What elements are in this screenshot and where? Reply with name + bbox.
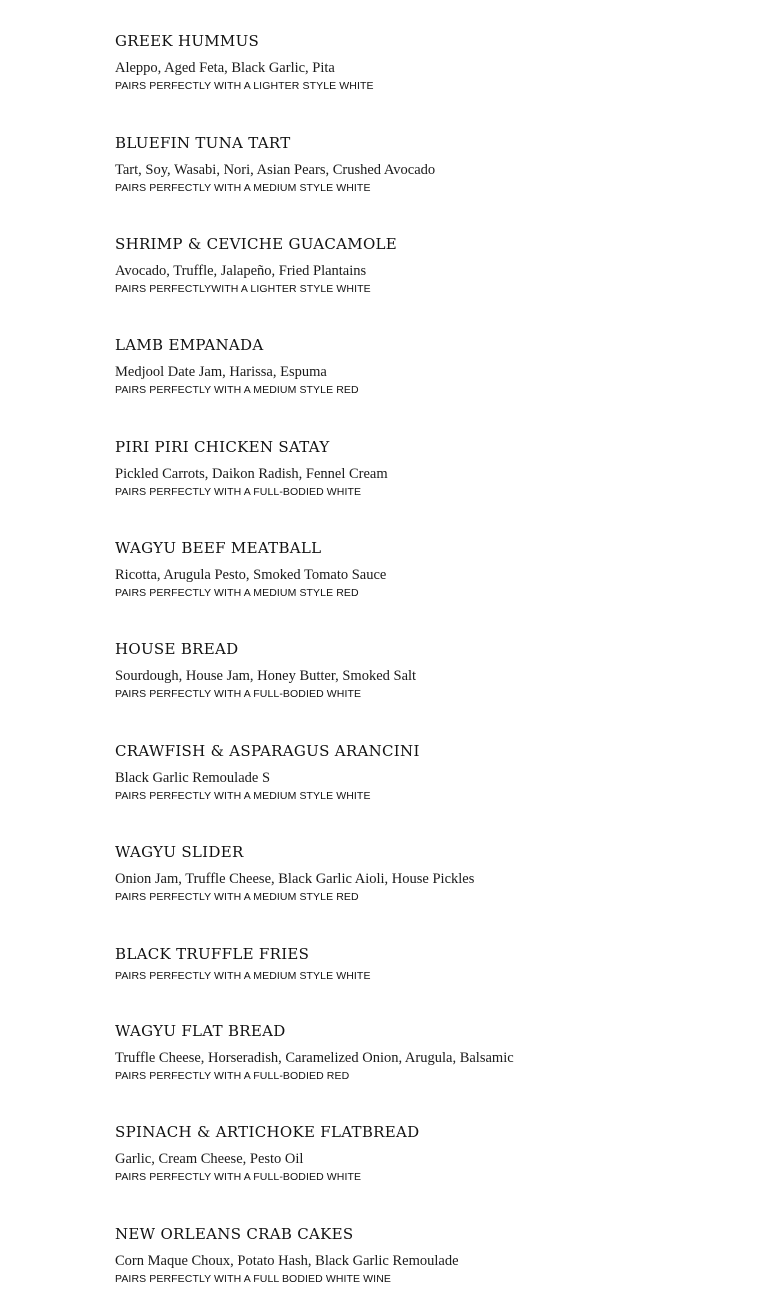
item-pairing: PAIRS PERFECTLY WITH A MEDIUM STYLE WHITE — [115, 790, 371, 802]
item-name: HOUSE BREAD — [115, 640, 239, 658]
item-name: WAGYU SLIDER — [115, 843, 244, 861]
item-pairing: PAIRS PERFECTLY WITH A MEDIUM STYLE RED — [115, 384, 359, 396]
item-pairing: PAIRS PERFECTLY WITH A FULL BODIED WHITE WINE — [115, 1273, 391, 1285]
item-name: GREEK HUMMUS — [115, 32, 260, 50]
item-description: Onion Jam, Truffle Cheese, Black Garlic Aioli, House Pickles — [115, 871, 475, 887]
item-pairing: PAIRS PERFECTLY WITH A FULL-BODIED WHITE — [115, 1171, 362, 1183]
item-name: WAGYU FLAT BREAD — [115, 1022, 286, 1040]
item-pairing: PAIRS PERFECTLY WITH A MEDIUM STYLE WHITE — [115, 970, 371, 982]
item-description: Tart, Soy, Wasabi, Nori, Asian Pears, Crushed Avocado — [115, 162, 436, 178]
item-name: CRAWFISH & ASPARAGUS ARANCINI — [115, 742, 420, 760]
item-name: PIRI PIRI CHICKEN SATAY — [115, 438, 330, 456]
item-pairing: PAIRS PERFECTLY WITH A FULL-BODIED WHITE — [115, 486, 362, 498]
item-description: Avocado, Truffle, Jalapeño, Fried Plantains — [115, 263, 367, 279]
item-pairing: PAIRS PERFECTLY WITH A MEDIUM STYLE WHITE — [115, 182, 371, 194]
item-name: WAGYU BEEF MEATBALL — [115, 539, 322, 557]
item-description: Medjool Date Jam, Harissa, Espuma — [115, 364, 327, 380]
item-description: Black Garlic Remoulade S — [115, 770, 271, 786]
item-pairing: PAIRS PERFECTLY WITH A LIGHTER STYLE WHITE — [115, 80, 374, 92]
item-name: SPINACH & ARTICHOKE FLATBREAD — [115, 1123, 420, 1141]
item-description: Sourdough, House Jam, Honey Butter, Smoked Salt — [115, 668, 417, 684]
item-pairing: PAIRS PERFECTLY WITH A MEDIUM STYLE RED — [115, 891, 359, 903]
item-name: BLACK TRUFFLE FRIES — [115, 945, 310, 963]
item-description: Ricotta, Arugula Pesto, Smoked Tomato Sauce — [115, 567, 387, 583]
item-name: NEW ORLEANS CRAB CAKES — [115, 1225, 354, 1243]
item-description: Corn Maque Choux, Potato Hash, Black Garlic Remoulade — [115, 1253, 459, 1269]
item-description: Pickled Carrots, Daikon Radish, Fennel Cream — [115, 466, 388, 482]
item-description: Garlic, Cream Cheese, Pesto Oil — [115, 1151, 304, 1167]
item-pairing: PAIRS PERFECTLY WITH A MEDIUM STYLE RED — [115, 587, 359, 599]
item-description: Aleppo, Aged Feta, Black Garlic, Pita — [115, 60, 335, 76]
item-pairing: PAIRS PERFECTLY WITH A FULL-BODIED WHITE — [115, 688, 362, 700]
item-pairing: PAIRS PERFECTLY WITH A FULL-BODIED RED — [115, 1070, 350, 1082]
item-name: BLUEFIN TUNA TART — [115, 134, 291, 152]
item-name: LAMB EMPANADA — [115, 336, 264, 354]
item-description: Truffle Cheese, Horseradish, Caramelized Onion, Arugula, Balsamic — [115, 1050, 514, 1066]
item-name: SHRIMP & CEVICHE GUACAMOLE — [115, 235, 398, 253]
item-pairing: PAIRS PERFECTLYWITH A LIGHTER STYLE WHITE — [115, 283, 371, 295]
